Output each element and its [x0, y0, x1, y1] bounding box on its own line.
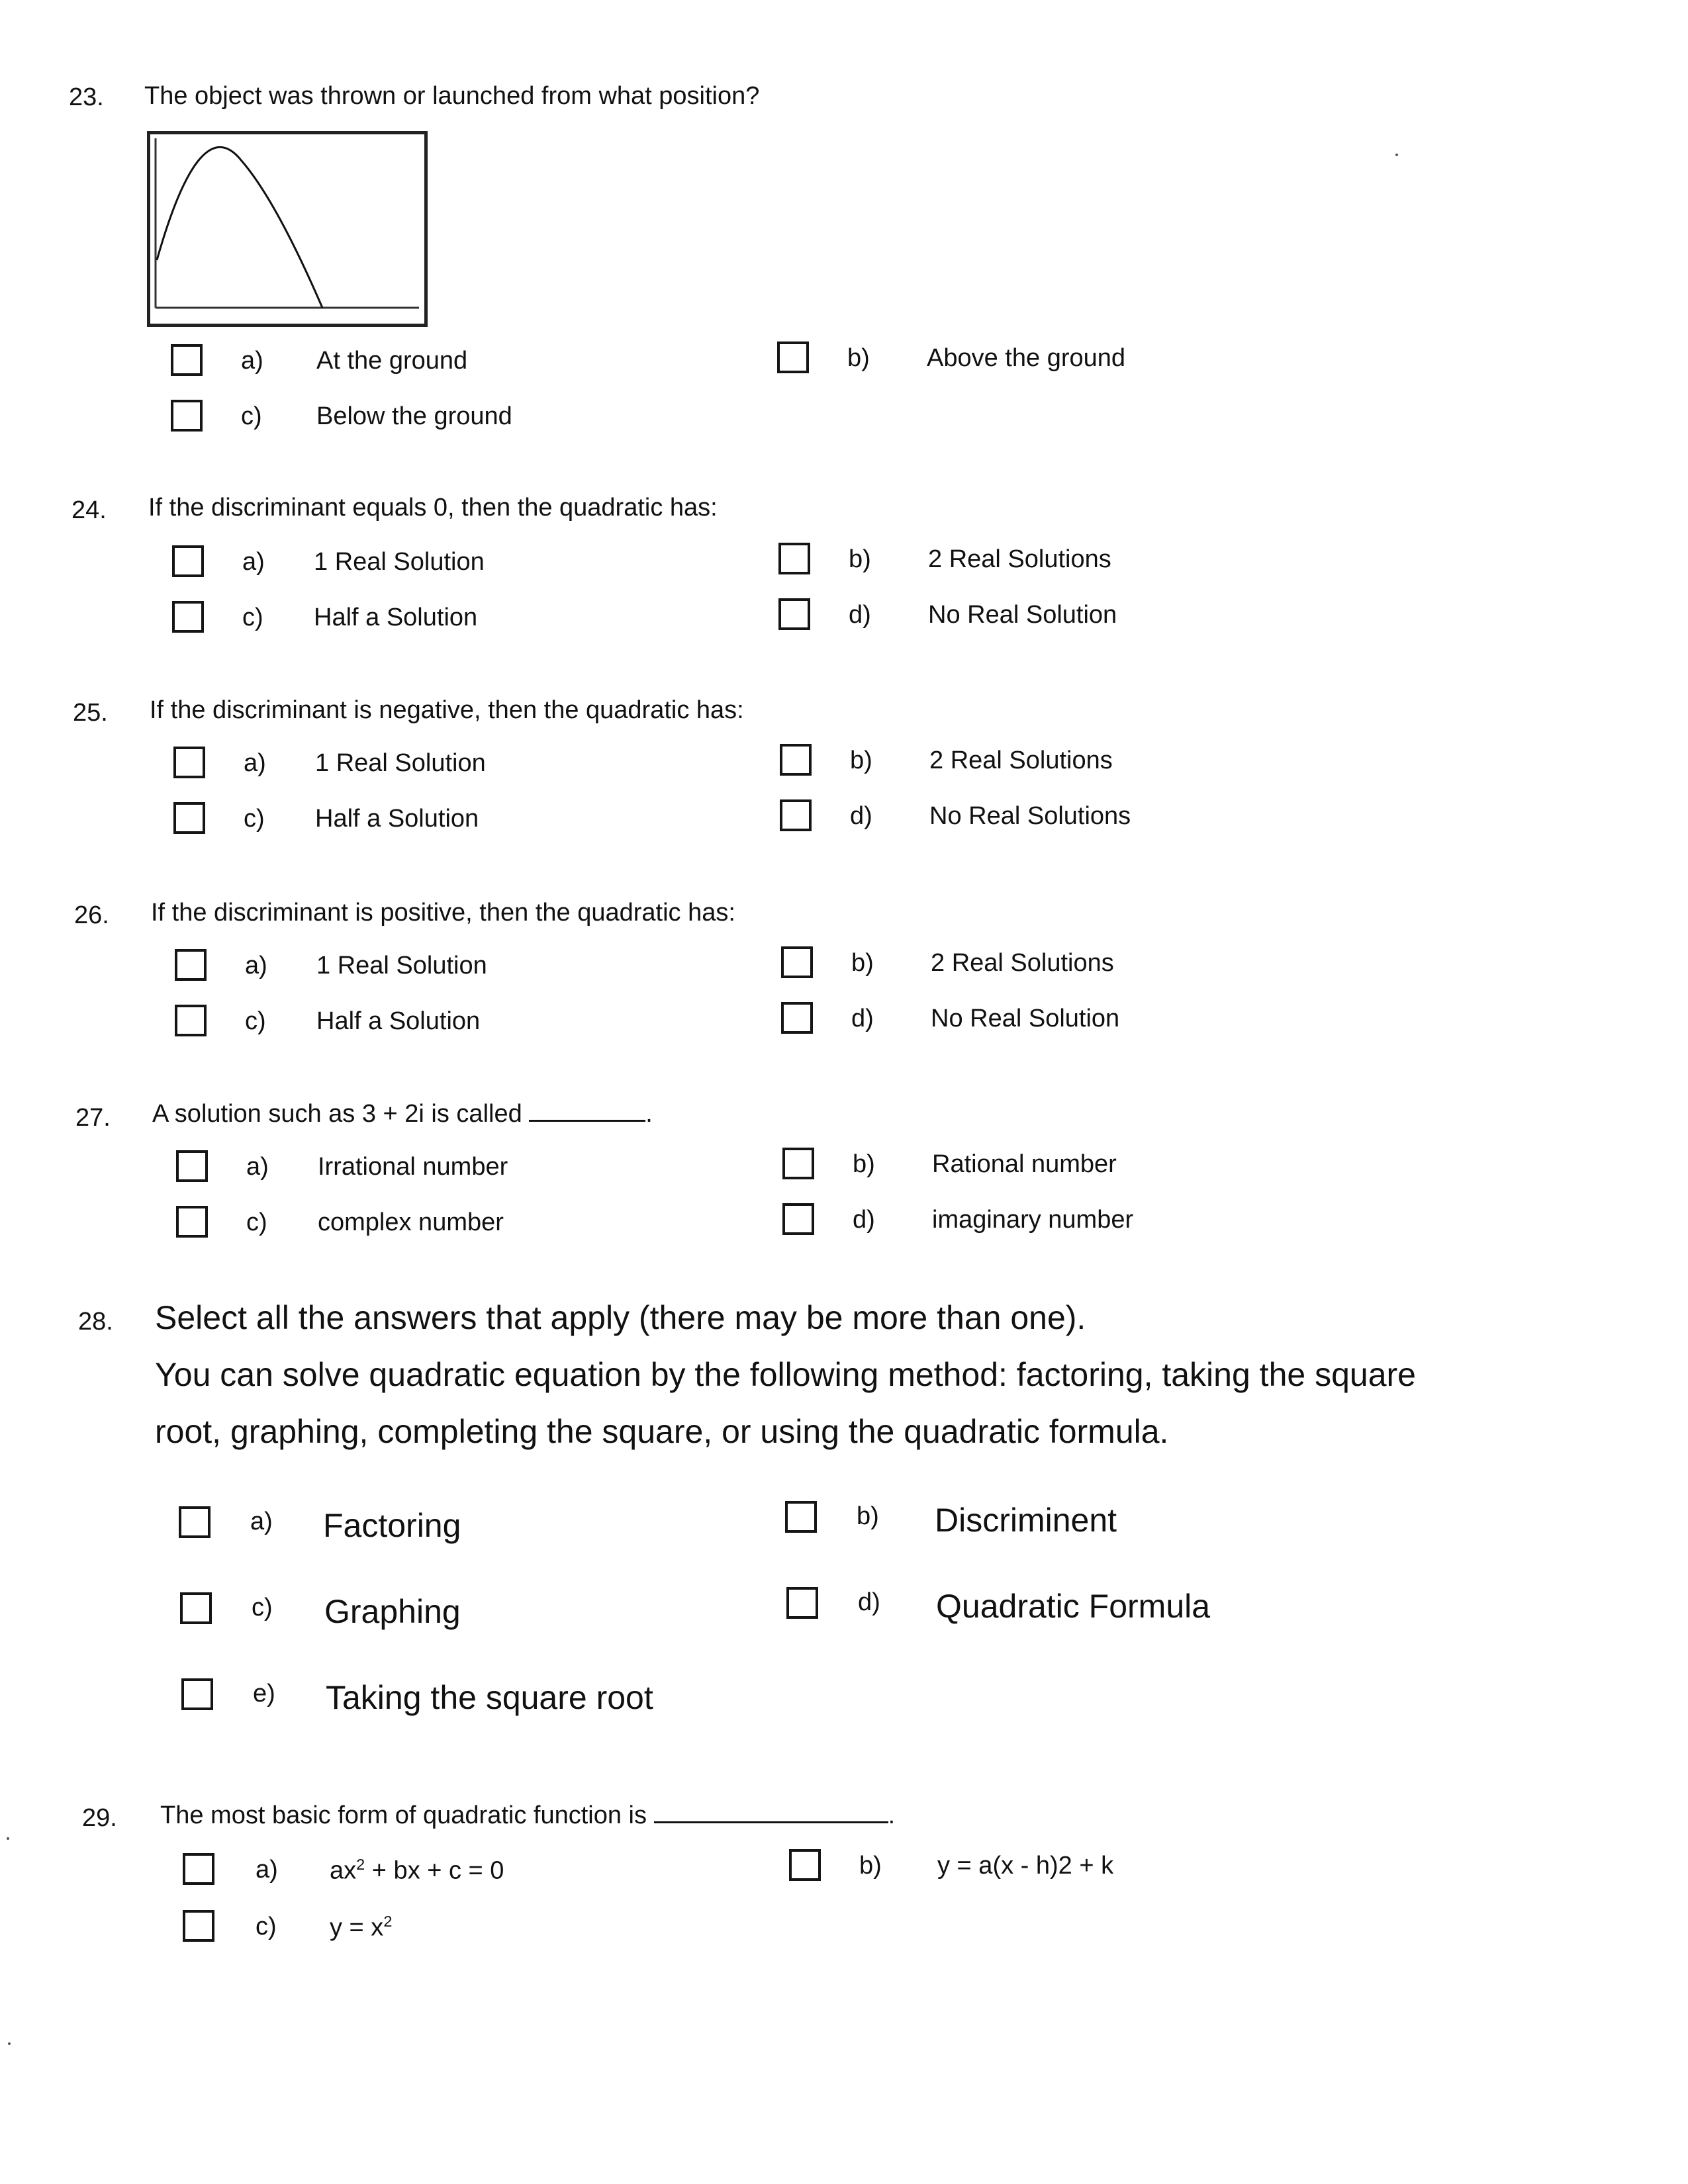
- option-text: No Real Solutions: [929, 802, 1131, 830]
- question-text: If the discriminant is negative, then the quadratic has:: [150, 696, 744, 724]
- option-formula: [330, 1913, 392, 1942]
- option-letter: a): [242, 548, 265, 576]
- option-text: imaginary number: [932, 1206, 1134, 1234]
- scan-speck: [1395, 154, 1398, 156]
- option-text: At the ground: [316, 347, 468, 375]
- parabola-graph: [147, 131, 428, 327]
- question-text: If the discriminant is positive, then the quadratic has:: [151, 899, 735, 927]
- option-text: Above the ground: [927, 344, 1126, 372]
- parabola-curve: [150, 134, 424, 324]
- question-number: 25.: [73, 699, 108, 727]
- option-letter: b): [850, 747, 872, 774]
- question-line-3: root, graphing, completing the square, or using the quadratic formula.: [155, 1413, 1169, 1450]
- answer-checkbox[interactable]: [173, 802, 205, 834]
- question-number: 26.: [74, 901, 109, 929]
- answer-checkbox[interactable]: [175, 949, 207, 981]
- question-text: A solution such as 3 + 2i is called: [152, 1100, 522, 1128]
- option-letter: d): [858, 1588, 880, 1616]
- question-prompt: [160, 1801, 895, 1830]
- answer-checkbox[interactable]: [176, 1206, 208, 1238]
- answer-blank: [529, 1100, 645, 1122]
- answer-checkbox[interactable]: [175, 1005, 207, 1036]
- option-text: No Real Solution: [928, 601, 1117, 629]
- option-letter: a): [256, 1856, 278, 1884]
- option-letter: c): [242, 604, 263, 631]
- answer-checkbox[interactable]: [180, 1592, 212, 1624]
- option-text: Half a Solution: [314, 604, 478, 631]
- question-number: 29.: [82, 1804, 117, 1832]
- answer-checkbox[interactable]: [785, 1501, 817, 1533]
- option-letter: b): [849, 545, 871, 573]
- option-letter: c): [244, 805, 265, 833]
- answer-checkbox[interactable]: [183, 1910, 214, 1942]
- option-letter: b): [853, 1150, 875, 1178]
- question-period: .: [888, 1801, 896, 1829]
- answer-checkbox[interactable]: [172, 601, 204, 633]
- option-text: Discriminent: [935, 1502, 1117, 1539]
- option-text: complex number: [318, 1208, 504, 1236]
- answer-checkbox[interactable]: [176, 1150, 208, 1182]
- option-letter: a): [250, 1508, 273, 1535]
- formula-part: ax: [330, 1856, 357, 1885]
- question-prompt: [152, 1100, 653, 1128]
- option-text: Below the ground: [316, 402, 512, 430]
- option-letter: d): [849, 601, 871, 629]
- answer-checkbox[interactable]: [173, 747, 205, 778]
- option-text: 1 Real Solution: [315, 749, 486, 777]
- question-text: The most basic form of quadratic function is: [160, 1801, 647, 1829]
- answer-checkbox[interactable]: [171, 400, 203, 432]
- option-letter: d): [850, 802, 872, 830]
- answer-checkbox[interactable]: [780, 744, 812, 776]
- option-letter: a): [246, 1153, 269, 1181]
- option-letter: c): [245, 1007, 266, 1035]
- answer-checkbox[interactable]: [780, 799, 812, 831]
- answer-checkbox[interactable]: [172, 545, 204, 577]
- question-number: 24.: [71, 496, 107, 524]
- option-letter: b): [847, 344, 870, 372]
- formula-exponent: 2: [383, 1913, 393, 1930]
- option-text: Graphing: [324, 1593, 461, 1630]
- answer-checkbox[interactable]: [781, 1002, 813, 1034]
- option-text: 2 Real Solutions: [931, 949, 1114, 977]
- answer-checkbox[interactable]: [782, 1203, 814, 1235]
- formula-exponent: 2: [356, 1856, 365, 1873]
- question-line-2: You can solve quadratic equation by the following method: factoring, taking the square: [155, 1356, 1416, 1393]
- question-number: 27.: [75, 1104, 111, 1132]
- option-letter: a): [241, 347, 263, 375]
- answer-checkbox[interactable]: [183, 1853, 214, 1885]
- answer-checkbox[interactable]: [171, 344, 203, 376]
- question-number: 28.: [78, 1308, 113, 1336]
- option-letter: c): [256, 1913, 277, 1940]
- option-text: 1 Real Solution: [316, 952, 487, 979]
- answer-checkbox[interactable]: [781, 946, 813, 978]
- question-number: 23.: [69, 83, 104, 111]
- option-text: 2 Real Solutions: [929, 747, 1113, 774]
- option-letter: d): [853, 1206, 875, 1234]
- option-text: 2 Real Solutions: [928, 545, 1111, 573]
- option-letter: d): [851, 1005, 874, 1032]
- option-text: y = a(x - h)2 + k: [937, 1852, 1114, 1880]
- option-letter: b): [857, 1502, 879, 1530]
- formula-part: + bx + c = 0: [365, 1856, 504, 1885]
- question-period: .: [645, 1100, 653, 1128]
- scan-speck: [8, 2042, 11, 2045]
- question-text: The object was thrown or launched from what position?: [144, 82, 760, 110]
- option-text: Half a Solution: [316, 1007, 481, 1035]
- option-text: No Real Solution: [931, 1005, 1120, 1032]
- answer-checkbox[interactable]: [778, 598, 810, 630]
- option-letter: a): [244, 749, 266, 777]
- answer-checkbox[interactable]: [778, 543, 810, 574]
- answer-checkbox[interactable]: [181, 1678, 213, 1710]
- option-letter: c): [246, 1208, 267, 1236]
- option-formula: [330, 1856, 504, 1886]
- option-text: Factoring: [323, 1507, 461, 1544]
- option-letter: e): [253, 1680, 275, 1707]
- answer-checkbox[interactable]: [786, 1587, 818, 1619]
- option-text: 1 Real Solution: [314, 548, 485, 576]
- option-letter: c): [252, 1594, 273, 1621]
- answer-checkbox[interactable]: [789, 1849, 821, 1881]
- option-text: Half a Solution: [315, 805, 479, 833]
- option-text: Quadratic Formula: [936, 1588, 1211, 1625]
- formula-part: y = x: [330, 1913, 384, 1942]
- option-text: Rational number: [932, 1150, 1117, 1178]
- option-text: Taking the square root: [326, 1679, 653, 1716]
- answer-checkbox[interactable]: [179, 1506, 211, 1538]
- answer-checkbox[interactable]: [782, 1148, 814, 1179]
- option-letter: c): [241, 402, 262, 430]
- question-text: If the discriminant equals 0, then the quadratic has:: [148, 494, 718, 522]
- answer-checkbox[interactable]: [777, 341, 809, 373]
- option-letter: b): [851, 949, 874, 977]
- option-text: Irrational number: [318, 1153, 508, 1181]
- option-letter: b): [859, 1852, 882, 1880]
- option-letter: a): [245, 952, 267, 979]
- answer-blank: [654, 1801, 888, 1823]
- scan-speck: [7, 1837, 9, 1840]
- question-line-1: Select all the answers that apply (there may be more than one).: [155, 1299, 1086, 1336]
